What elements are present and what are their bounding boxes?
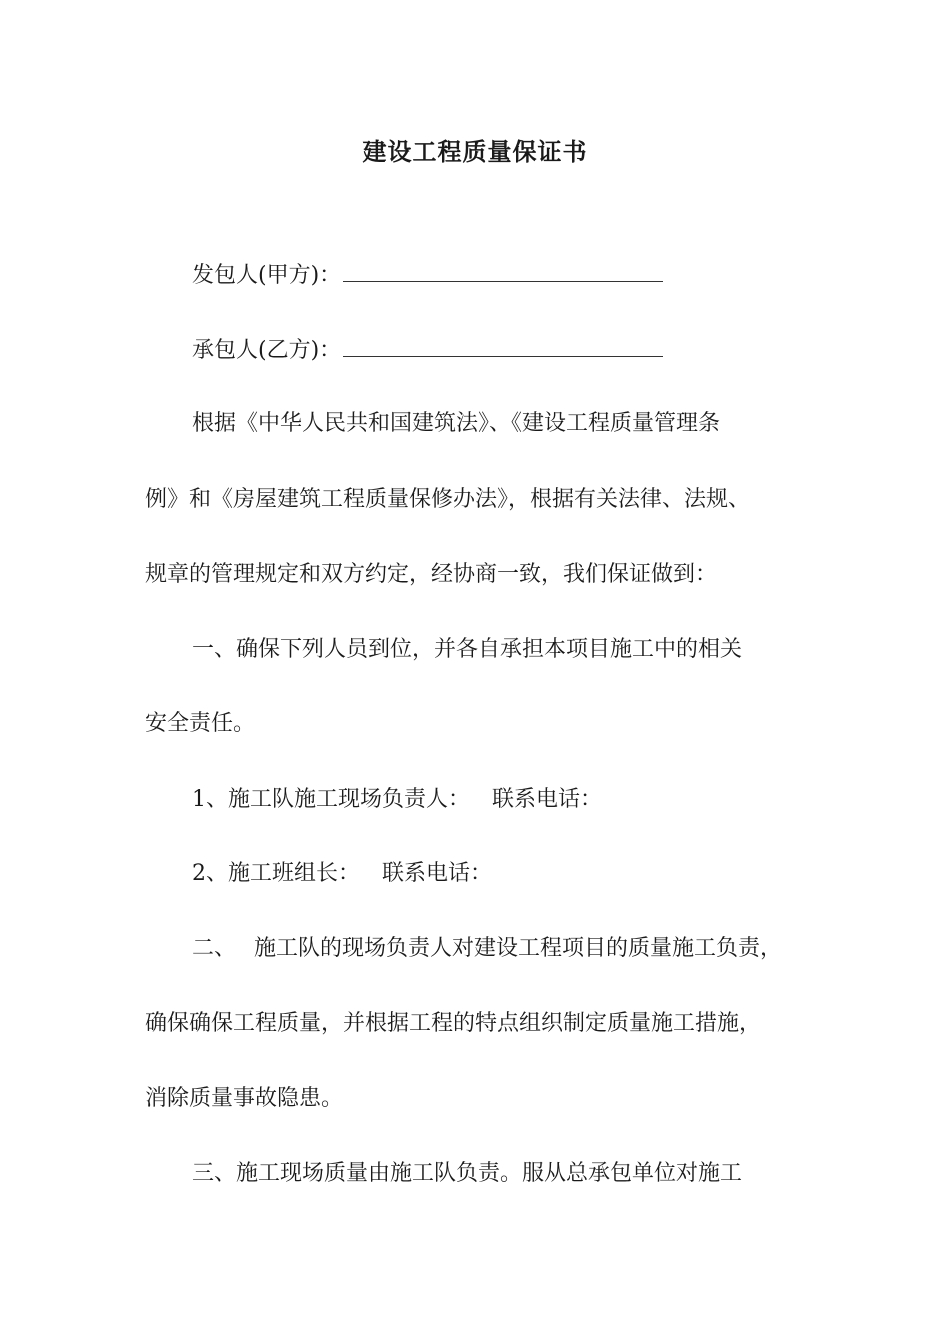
party-a-blank (343, 259, 663, 282)
item2-label: 2、施工班组长： (192, 861, 360, 886)
para2-line-2: 安全责任。 (145, 711, 256, 736)
party-b-line (192, 333, 663, 369)
para3-line-1 (192, 931, 782, 967)
para1-line-2: 例》和《房屋建筑工程质量保修办法》，根据有关法律、法规、 (145, 487, 751, 512)
para1-line-1: 根据《中华人民共和国建筑法》、《建设工程质量管理条 (192, 411, 721, 436)
para3-text-1: 施工队的现场负责人对建设工程项目的质量施工负责， (254, 936, 783, 961)
para4-line-1: 三、施工现场质量由施工队负责。服从总承包单位对施工 (192, 1161, 743, 1186)
para1-line-3: 规章的管理规定和双方约定，经协商一致，我们保证做到： (145, 562, 718, 587)
para3-line-3: 消除质量事故隐患。 (145, 1086, 344, 1111)
para3-prefix: 二、 (192, 936, 237, 961)
item2-phone: 联系电话： (382, 861, 493, 886)
item1-phone: 联系电话： (492, 787, 603, 812)
para3-line-2: 确保确保工程质量，并根据工程的特点组织制定质量施工措施， (145, 1011, 762, 1036)
party-a-label: 发包人(甲方)： (192, 263, 342, 288)
party-a-line (192, 258, 663, 294)
document-title: 建设工程质量保证书 (362, 137, 588, 166)
party-b-blank (343, 334, 663, 357)
item2-line (192, 856, 492, 892)
para2-line-1: 一、确保下列人员到位，并各自承担本项目施工中的相关 (192, 637, 743, 662)
party-b-label: 承包人(乙方)： (192, 338, 342, 363)
item1-line (192, 782, 602, 818)
item1-label: 1、施工队施工现场负责人： (192, 787, 470, 812)
